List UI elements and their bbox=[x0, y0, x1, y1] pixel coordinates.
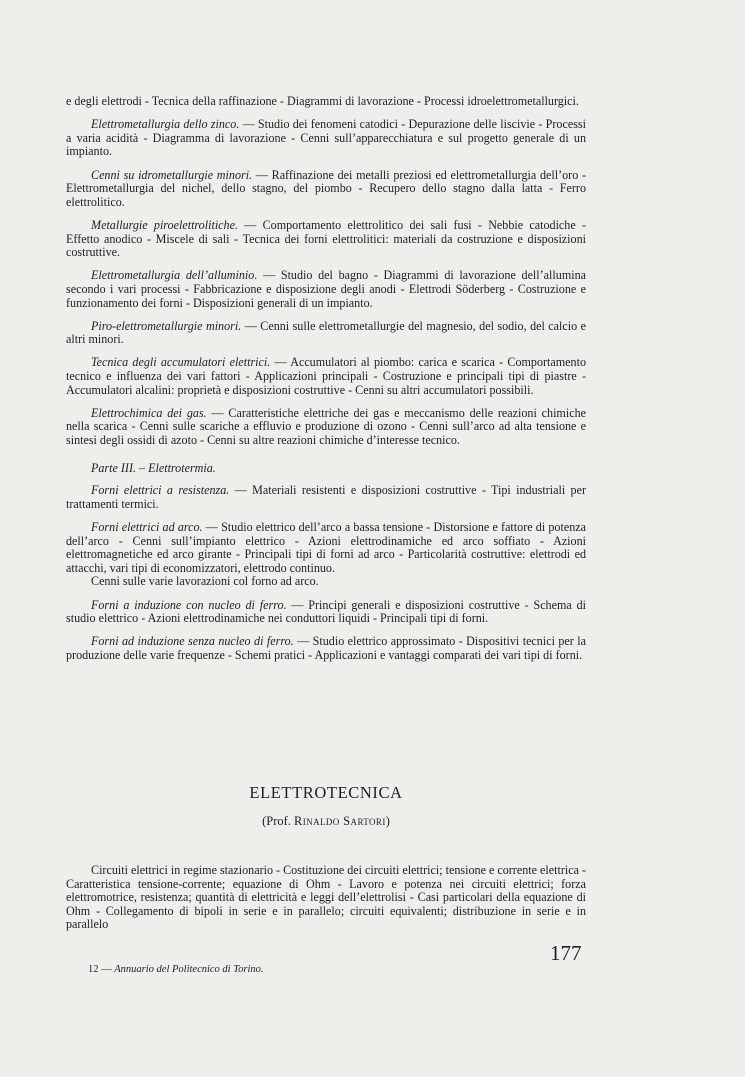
paragraph-0: e degli elettrodi - Tecnica della raffinazione - Diagrammi di lavorazione - Processi idroelettrometallurgici. bbox=[66, 94, 579, 108]
paragraph-piroelettrolitiche: Metallurgie piroelettrolitiche. — Comportamento elettrolitico dei sali fusi - Nebbie catodiche - Effetto anodico - Miscele di sali - Tecnica dei forni elettrolitici: materiali da costruzione e disposizioni costruttive. bbox=[66, 217, 586, 260]
paragraph-induzione-senza: Forni ad induzione senza nucleo di ferro. — Studio elettrico approssimato - Dispositivi tecnici per la produzione delle varie frequenze - Schemi pratici - Applicazioni e vantaggi comparati dei vari tipi di forni. bbox=[66, 634, 587, 662]
paragraph-zinc: Elettrometallurgia dello zinco. — Studio dei fenomeni catodici - Depurazione delle liscivie - Processi a varia acidità - Diagramma di lavorazione - Cenni sull’apparecchiatura e sul progetto generale di un impianto. bbox=[66, 117, 586, 159]
paragraph-forni-resistenza: Forni elettrici a resistenza. — Materiali resistenti e disposizioni costruttive - Tipi industriali per trattamenti termici. bbox=[66, 483, 586, 511]
paragraph-piro-minori: Piro-elettrometallurgie minori. — Cenni sulle elettrometallurgie del magnesio, del sodio, del calcio e altri minori. bbox=[66, 318, 586, 347]
paragraph-lavorazioni: Cenni sulle varie lavorazioni col forno ad arco. bbox=[91, 574, 319, 589]
page-number: 177 bbox=[550, 941, 582, 965]
author-line: (Prof. Rinaldo Sartori) bbox=[262, 814, 390, 828]
paragraph-alluminio: Elettrometallurgia dell’alluminio. — Studio del bagno - Diagrammi di lavorazione dell’allumina secondo i vari processi - Fabbricazione e disposizione degli anodi - Elettrodi Söderberg - Costruzione e funzionamento dei forni - Disposizioni generali di un impianto. bbox=[66, 268, 586, 310]
paragraph-gas: Elettrochimica dei gas. — Caratteristiche elettriche dei gas e meccanismo delle reazioni chimiche nella scarica - Cenni sulle scariche a effluvio e produzione di ozono - Cenni sull’arco ad alta tensione e sintesi degli ossidi di azoto - Cenni su altre reazioni chimiche d’interesse tecnico. bbox=[66, 405, 586, 448]
paragraph-induzione-nucleo: Forni a induzione con nucleo di ferro. — Principi generali e disposizioni costruttive - Schema di studio elettrico - Azioni elettrodinamiche nei conduttori liquidi - Principali tipi di forni. bbox=[66, 597, 586, 626]
part-heading: Parte III. – Elettrotermia. bbox=[91, 460, 216, 475]
paragraph-forni-arco: Forni elettrici ad arco. — Studio elettrico dell’arco a bassa tensione - Distorsione e fattore di potenza dell’arco - Cenni sull’impianto elettrico - Azioni elettrodinamiche ed arco soffiato - Azioni elettromagnetiche ed arco girante - Principali tipi di forni ad arco - Particolarità costruttive: elettrodi ed attacchi, vari tipi di economizzatori, elettrodo continuo. bbox=[66, 520, 586, 575]
author-name: Rinaldo Sartori bbox=[294, 814, 386, 828]
footer: 12 — Annuario del Politecnico di Torino. bbox=[88, 964, 264, 975]
paragraph-idrometallurgie: Cenni su idrometallurgie minori. — Raffinazione dei metalli preziosi ed elettrometallurgia dell’oro - Elettrometallurgia del nichel, dello stagno, del piombo - Recupero dello stagno dalla latta - Ferro elettrolitico. bbox=[66, 167, 586, 209]
body-paragraph: Circuiti elettrici in regime stazionario - Costituzione dei circuiti elettrici; tensione e corrente elettrica - Caratteristica tensione-corrente; equazione di Ohm - Lavoro e potenza nei circuiti elettrici; forza elettromotrice, resistenza; quantità di elettricità e leggi dell’elettrolisi - Casi particolari della equazione di Ohm - Collegamento di bipoli in serie e in parallelo; circuiti equivalenti; distribuzione in serie e in parallelo bbox=[66, 863, 586, 932]
footer-title: Annuario del Politecnico di Torino. bbox=[114, 964, 264, 975]
paragraph-accumulatori: Tecnica degli accumulatori elettrici. — Accumulatori al piombo: carica e scarica - Comportamento tecnico e influenza dei vari fattori - Applicazioni principali - Costruzione e principali tipi di piastre - Accumulatori alcalini: proprietà e disposizioni costruttive - Cenni su altri accumulatori possibili. bbox=[66, 355, 586, 397]
main-text-block bbox=[66, 95, 586, 672]
section-title: ELETTROTECNICA bbox=[249, 783, 403, 802]
